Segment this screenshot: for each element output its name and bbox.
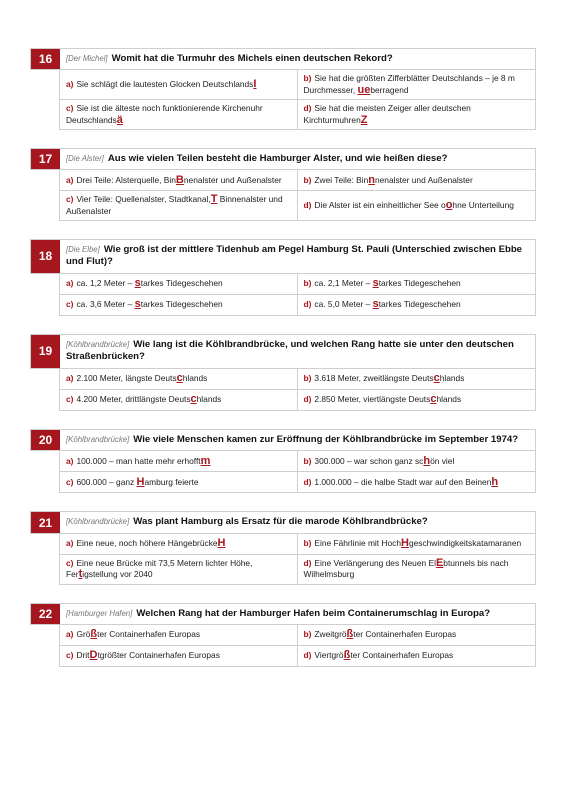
answer-label: c) <box>66 299 74 310</box>
answer-text-rest: berragend <box>370 84 409 95</box>
highlight-letter: T <box>210 193 218 206</box>
answer-text: Drit <box>76 650 90 661</box>
question-block <box>30 48 536 130</box>
answer-label: a) <box>66 629 74 640</box>
answer-text-wrap <box>66 629 200 640</box>
highlight-letter: o <box>445 198 453 211</box>
answer-option[interactable] <box>298 170 537 191</box>
answer-text: ca. 5,0 Meter – <box>314 299 373 310</box>
answer-label: a) <box>66 455 74 466</box>
highlight-letter: c <box>433 372 440 385</box>
answer-label: b) <box>303 73 312 84</box>
answer-text: 2.100 Meter, längste Deuts <box>76 373 177 384</box>
question-text-wrap <box>60 430 524 450</box>
answer-text: Zweitgrö <box>314 629 347 640</box>
answer-text-wrap <box>304 200 514 211</box>
answer-text-rest: Binnenalster und Außenalster <box>66 194 283 216</box>
highlight-letter: ä <box>116 113 123 126</box>
question-category: [Köhlbrandbrücke] <box>66 339 130 349</box>
question-number: 20 <box>31 430 60 450</box>
highlight-letter: c <box>176 372 183 385</box>
question-text: Aus wie vielen Teilen besteht die Hamburger Alster, und wie heißen diese? <box>107 152 448 164</box>
answer-text: Sie schlägt die lautesten Glocken Deutschlands <box>76 79 254 90</box>
answer-label: c) <box>66 557 74 568</box>
answer-text-rest: btunnels bis nach Wilhelmsburg <box>303 557 509 580</box>
answer-text: Sie ist die älteste noch funktionierende Kirchenuhr Deutschlands <box>66 103 263 125</box>
answer-option[interactable] <box>298 625 537 646</box>
answer-text-wrap <box>304 477 499 488</box>
question-number: 22 <box>31 604 60 624</box>
answer-text-rest: tarkes Tidegeschehen <box>140 278 223 289</box>
answer-option[interactable] <box>298 274 537 295</box>
answer-text: Sie hat die größten Zifferblätter Deutschlands – je 8 m Durchmesser, <box>303 73 515 95</box>
answer-label: b) <box>303 538 312 549</box>
answer-text-rest: hlands <box>196 394 222 405</box>
question-text: Was plant Hamburg als Ersatz für die marode Köhlbrandbrücke? <box>133 516 428 528</box>
answer-text-rest: ter Containerhafen Europas <box>350 650 454 661</box>
highlight-letter: s <box>134 277 141 290</box>
answer-text-wrap <box>304 103 530 126</box>
question-text: Wie viele Menschen kamen zur Eröffnung der Köhlbrandbrücke im September 1974? <box>133 433 519 445</box>
answer-label: c) <box>66 194 74 205</box>
question-text: Womit hat die Turmuhr des Michels einen deutschen Rekord? <box>111 53 393 64</box>
answer-option[interactable] <box>298 100 537 130</box>
question-header <box>30 48 536 70</box>
answer-grid <box>59 534 536 585</box>
highlight-letter: H <box>136 475 145 488</box>
answer-text: Eine Verlängerung des Neuen El <box>314 557 436 568</box>
question-category: [Die Elbe] <box>66 245 100 254</box>
question-number: 19 <box>31 335 60 368</box>
highlight-letter: ß <box>346 628 354 641</box>
answer-text-rest: hlands <box>436 394 462 405</box>
answer-grid <box>59 170 536 221</box>
answer-text: Viertgrö <box>314 650 344 661</box>
question-header <box>30 239 536 274</box>
answer-text: 100.000 – man hatte mehr erhofft <box>76 455 201 466</box>
question-text-wrap <box>60 149 453 169</box>
answer-grid <box>59 369 536 411</box>
answer-text-wrap <box>66 538 226 549</box>
answer-text-rest: nenalster und Außenalster <box>374 174 473 185</box>
question-block <box>30 148 536 221</box>
answer-text: Zwei Teile: Bin <box>314 174 369 185</box>
answer-text: Grö <box>76 629 91 640</box>
question-category: [Köhlbrandbrücke] <box>66 434 130 444</box>
answer-label: d) <box>303 299 312 310</box>
highlight-letter: s <box>134 298 141 311</box>
answer-label: d) <box>303 650 312 661</box>
answer-label: d) <box>303 394 312 405</box>
question-category: [Köhlbrandbrücke] <box>66 517 130 527</box>
question-block <box>30 511 536 584</box>
answer-text: ca. 1,2 Meter – <box>76 278 135 289</box>
answer-label: b) <box>303 629 312 640</box>
highlight-letter: h <box>423 454 431 467</box>
answer-option[interactable] <box>59 534 298 555</box>
answer-label: a) <box>66 79 74 90</box>
answer-option[interactable] <box>59 191 298 221</box>
answer-label: b) <box>303 278 312 289</box>
answer-text-rest: tarkes Tidegeschehen <box>378 278 461 289</box>
answer-text-wrap <box>304 299 461 310</box>
question-number: 17 <box>31 149 60 169</box>
question-number: 18 <box>31 240 60 273</box>
answer-text-wrap <box>66 456 210 467</box>
answer-option[interactable] <box>298 191 537 221</box>
answer-option[interactable] <box>298 295 537 316</box>
answer-text-wrap <box>66 477 198 488</box>
highlight-letter: c <box>430 393 437 406</box>
answer-text-rest: nenalster und Außenalster <box>183 174 282 185</box>
answer-text-rest: hlands <box>182 373 208 384</box>
answer-text-rest: igstellung vor 2040 <box>82 569 153 580</box>
highlight-letter: ß <box>343 649 351 662</box>
highlight-letter: H <box>217 537 226 550</box>
answer-text-rest: ter Containerhafen Europas <box>97 629 201 640</box>
answer-label: a) <box>66 373 74 384</box>
question-text-wrap <box>60 512 434 532</box>
question-header <box>30 334 536 369</box>
answer-text-wrap <box>304 373 465 384</box>
answer-text-wrap <box>304 650 454 661</box>
answer-text: Vier Teile: Quellenalster, Stadtkanal, <box>76 194 211 205</box>
answer-text: ca. 3,6 Meter – <box>76 299 135 310</box>
highlight-letter: s <box>372 298 379 311</box>
answer-text: 300.000 – war schon ganz sc <box>314 455 424 466</box>
answer-text-rest: hne Unterteilung <box>452 199 514 210</box>
answer-text-wrap <box>66 299 223 310</box>
answer-text-rest: hlands <box>439 373 465 384</box>
answer-option[interactable] <box>59 451 298 472</box>
question-block <box>30 239 536 316</box>
answer-text-wrap <box>66 79 256 90</box>
answer-label: d) <box>303 476 312 487</box>
answer-grid <box>59 274 536 316</box>
answer-label: c) <box>66 103 74 114</box>
answer-text: 1.000.000 – die halbe Stadt war auf den Beinen <box>314 476 492 487</box>
answer-grid <box>59 625 536 667</box>
answer-grid <box>59 451 536 493</box>
answer-text: Die Alster ist ein einheitlicher See o <box>314 199 446 210</box>
highlight-letter: E <box>435 556 444 569</box>
answer-option[interactable] <box>59 646 298 667</box>
answer-label: b) <box>303 455 312 466</box>
answer-text-wrap <box>66 175 282 186</box>
answer-text-rest: tarkes Tidegeschehen <box>378 299 461 310</box>
answer-text-wrap <box>66 650 220 661</box>
answer-text-wrap <box>304 73 530 96</box>
answer-label: d) <box>303 103 312 114</box>
question-category: [Hamburger Hafen] <box>66 608 133 618</box>
answer-option[interactable] <box>298 390 537 411</box>
highlight-letter: s <box>372 277 379 290</box>
answer-text: Eine Fährlinie mit Hoch <box>314 538 401 549</box>
answer-text-wrap <box>66 103 291 126</box>
question-text-wrap <box>60 335 535 368</box>
answer-text: Sie hat die meisten Zeiger aller deutschen Kirchturmuhren <box>303 103 471 125</box>
answer-option[interactable] <box>59 555 298 585</box>
answer-text-rest: ön viel <box>430 455 455 466</box>
answer-text-wrap <box>66 394 221 405</box>
answer-label: d) <box>303 199 312 210</box>
answer-text-wrap <box>66 558 291 581</box>
question-header <box>30 148 536 170</box>
answer-option[interactable] <box>298 369 537 390</box>
highlight-letter: m <box>200 454 211 467</box>
answer-text-wrap <box>66 278 223 289</box>
question-text: Wie lang ist die Köhlbrandbrücke, und welchen Rang hatte sie unter den deutschen Straßenbrücken? <box>66 338 514 363</box>
answer-label: c) <box>66 650 74 661</box>
answer-option[interactable] <box>59 100 298 130</box>
highlight-letter: ß <box>90 628 98 641</box>
highlight-letter: c <box>190 393 197 406</box>
answer-label: a) <box>66 278 74 289</box>
answer-text-wrap <box>304 175 473 186</box>
question-text-wrap <box>60 240 535 273</box>
answer-text: Eine neue Brücke mit 73,5 Metern lichter Höhe, Fer <box>66 557 253 580</box>
answer-label: b) <box>303 373 312 384</box>
question-number: 16 <box>31 49 60 69</box>
question-header <box>30 603 536 625</box>
answer-text-wrap <box>304 629 457 640</box>
question-text-wrap <box>60 49 399 69</box>
answer-text-rest: tgrößter Containerhafen Europas <box>97 650 220 661</box>
answer-text-rest: tarkes Tidegeschehen <box>140 299 223 310</box>
answer-label: a) <box>66 174 74 185</box>
answer-label: d) <box>303 557 312 568</box>
question-category: [Die Alster] <box>66 153 104 163</box>
answer-text: Drei Teile: Alsterquelle, Bin <box>76 174 176 185</box>
question-text: Wie groß ist der mittlere Tidenhub am Pegel Hamburg St. Pauli (Unterschied zwischen Ebbe und Flut)? <box>66 244 523 268</box>
highlight-letter: Z <box>360 113 368 126</box>
answer-option[interactable] <box>59 472 298 493</box>
answer-option[interactable] <box>59 170 298 191</box>
highlight-letter: H <box>400 537 409 550</box>
answer-text-wrap <box>66 373 207 384</box>
answer-label: c) <box>66 394 74 405</box>
answer-text-rest: geschwindigkeitskatamaranen <box>408 538 522 549</box>
question-number: 21 <box>31 512 60 532</box>
answer-text-wrap <box>304 538 522 549</box>
question-text: Welchen Rang hat der Hamburger Hafen beim Containerumschlag in Europa? <box>136 607 491 619</box>
answer-option[interactable] <box>59 369 298 390</box>
answer-text-wrap <box>66 194 291 217</box>
answer-text: 2.850 Meter, viertlängste Deuts <box>314 394 431 405</box>
answer-option[interactable] <box>298 555 537 585</box>
highlight-letter: I <box>253 78 257 91</box>
answer-option[interactable] <box>298 646 537 667</box>
answer-text: 3.618 Meter, zweitlängste Deuts <box>314 373 434 384</box>
answer-option[interactable] <box>298 472 537 493</box>
answer-text: 600.000 – ganz <box>76 476 137 487</box>
answer-option[interactable] <box>298 70 537 100</box>
answer-text-wrap <box>304 394 462 405</box>
highlight-letter: n <box>368 173 375 186</box>
answer-grid <box>59 70 536 129</box>
answer-label: b) <box>303 174 312 185</box>
answer-option[interactable] <box>298 451 537 472</box>
answer-option[interactable] <box>59 390 298 411</box>
answer-text: Eine neue, noch höhere Hängebrücke <box>76 538 218 549</box>
question-text-wrap <box>60 604 496 624</box>
highlight-letter: ue <box>357 83 371 96</box>
answer-text-rest: amburg feierte <box>144 476 199 487</box>
answer-option[interactable] <box>59 625 298 646</box>
question-block <box>30 603 536 667</box>
answer-text-wrap <box>304 456 455 467</box>
answer-text-wrap <box>304 278 461 289</box>
answer-label: a) <box>66 538 74 549</box>
question-header <box>30 511 536 533</box>
highlight-letter: t <box>78 568 83 581</box>
answer-text: 4.200 Meter, drittlängste Deuts <box>76 394 191 405</box>
answer-label: c) <box>66 476 74 487</box>
quiz-page <box>30 48 536 685</box>
question-category: [Der Michel] <box>66 54 108 63</box>
answer-option[interactable] <box>59 295 298 316</box>
answer-text-rest: ter Containerhafen Europas <box>353 629 457 640</box>
answer-option[interactable] <box>59 70 298 100</box>
answer-text: ca. 2,1 Meter – <box>314 278 373 289</box>
answer-text-wrap <box>304 558 530 581</box>
question-block <box>30 429 536 493</box>
highlight-letter: h <box>491 475 499 488</box>
highlight-letter: B <box>175 173 184 186</box>
highlight-letter: D <box>89 649 98 662</box>
question-header <box>30 429 536 451</box>
answer-option[interactable] <box>59 274 298 295</box>
question-block <box>30 334 536 411</box>
answer-option[interactable] <box>298 534 537 555</box>
